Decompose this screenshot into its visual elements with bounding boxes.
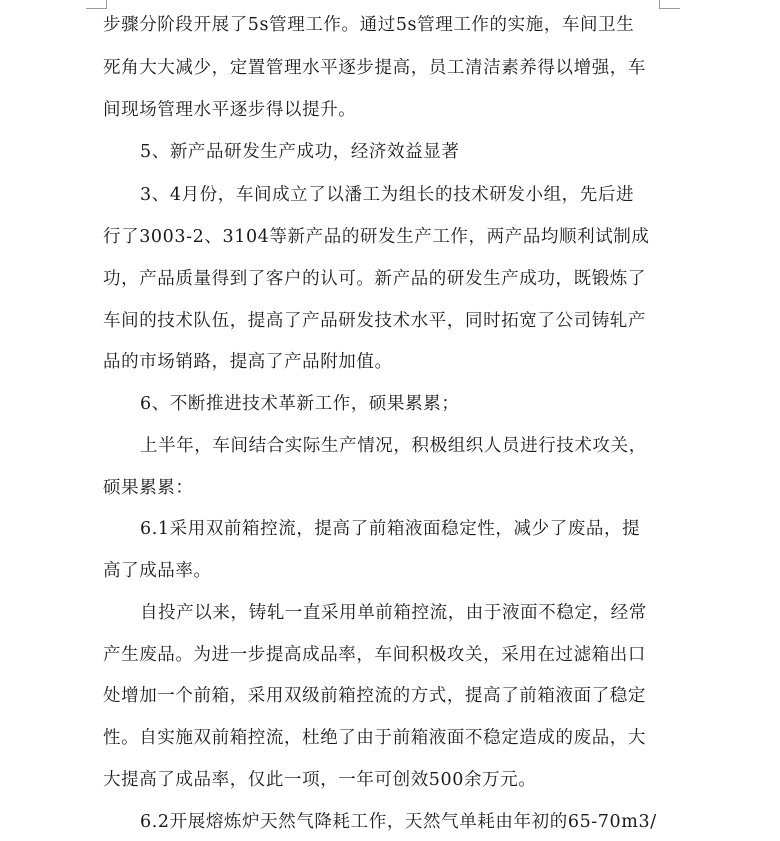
subsection-heading-6-2: 6.2开展熔炼炉天然气降耗工作，天然气单耗由年初的65-70m3/ xyxy=(140,812,657,832)
section-heading-5: 5、新产品研发生产成功，经济效益显著 xyxy=(140,142,460,162)
crop-mark-right xyxy=(659,0,680,9)
body-line: 功，产品质量得到了客户的认可。新产品的研发生产成功，既锻炼了 xyxy=(103,269,646,289)
body-line: 高了成品率。 xyxy=(103,561,212,581)
body-line: 3、4月份，车间成立了以潘工为组长的技术研发小组，先后进 xyxy=(140,185,635,205)
crop-mark-left xyxy=(86,0,107,9)
body-line: 性。自实施双前箱控流，杜绝了由于前箱液面不稳定造成的废品，大 xyxy=(103,728,646,748)
body-line: 大提高了成品率，仅此一项，一年可创效500余万元。 xyxy=(103,770,537,790)
subsection-heading-6-1: 6.1采用双前箱控流，提高了前箱液面稳定性，减少了废品，提 xyxy=(140,519,641,539)
body-line: 品的市场销路，提高了产品附加值。 xyxy=(103,352,393,372)
body-line: 间现场管理水平逐步得以提升。 xyxy=(103,100,357,120)
body-line: 行了3003-2、3104等新产品的研发生产工作，两产品均顺利试制成 xyxy=(103,227,650,247)
body-line: 死角大大减少，定置管理水平逐步提高，员工清洁素养得以增强，车 xyxy=(103,58,646,78)
body-line: 车间的技术队伍，提高了产品研发技术水平，同时拓宽了公司铸轧产 xyxy=(103,311,646,331)
section-heading-6: 6、不断推进技术革新工作，硕果累累； xyxy=(140,394,460,414)
body-line: 步骤分阶段开展了5s管理工作。通过5s管理工作的实施，车间卫生 xyxy=(103,15,635,35)
body-line: 上半年，车间结合实际生产情况，积极组织人员进行技术攻关， xyxy=(140,436,647,456)
body-line: 硕果累累： xyxy=(103,478,194,498)
body-line: 自投产以来，铸轧一直采用单前箱控流，由于液面不稳定，经常 xyxy=(140,603,647,623)
body-line: 处增加一个前箱，采用双级前箱控流的方式，提高了前箱液面了稳定 xyxy=(103,686,646,706)
body-line: 产生废品。为进一步提高成品率，车间积极攻关，采用在过滤箱出口 xyxy=(103,645,646,665)
